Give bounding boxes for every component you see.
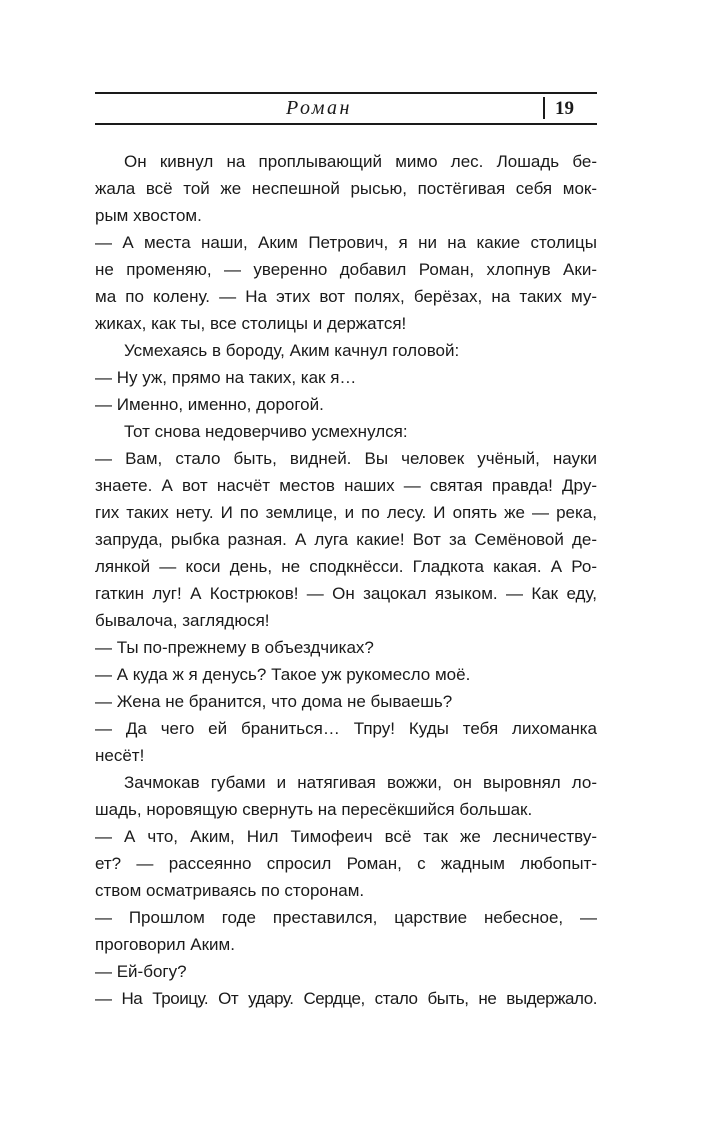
text-line: — Прошлом годе преставился, царствие небесное, — — [95, 908, 597, 927]
running-header-title: Роман — [286, 97, 352, 119]
text-line: жала всё той же неспешной рысью, постёгивая себя мок- — [95, 179, 597, 198]
text-line: — Ей-богу? — [95, 962, 187, 981]
text-line: — А места наши, Аким Петрович, я ни на какие столицы — [95, 233, 597, 252]
text-line: проговорил Аким. — [95, 935, 235, 954]
text-line: — Да чего ей браниться… Тпру! Куды тебя лихоманка — [95, 719, 597, 738]
text-line: — А куда ж я денусь? Такое уж рукомесло моё. — [95, 665, 471, 684]
text-line: — Жена не бранится, что дома не бываешь? — [95, 692, 453, 711]
text-line: лянкой — коси день, не сподкнёсси. Гладкота какая. А Ро- — [95, 557, 597, 576]
text-line: ет? — рассеянно спросил Роман, с жадным любопыт- — [95, 854, 597, 873]
text-line: шадь, норовящую свернуть на пересёкшийся большак. — [95, 800, 533, 819]
text-line: рым хвостом. — [95, 206, 202, 225]
text-line: гаткин луг! А Кострюков! — Он зацокал языком. — Как еду, — [95, 584, 597, 603]
text-line: бывалоча, заглядюся! — [95, 611, 270, 630]
text-line: ством осматриваясь по сторонам. — [95, 881, 365, 900]
text-line: знаете. А вот насчёт местов наших — святая правда! Дру- — [95, 476, 597, 495]
header-divider — [543, 97, 545, 119]
text-line: Он кивнул на проплывающий мимо лес. Лошадь бе- — [124, 152, 597, 171]
text-line: Зачмокав губами и натягивая вожжи, он выровнял ло- — [124, 773, 597, 792]
text-line: несёт! — [95, 746, 145, 765]
text-line: не променяю, — уверенно добавил Роман, хлопнув Аки- — [95, 260, 597, 279]
text-line: — А что, Аким, Нил Тимофеич всё так же лесничеству- — [95, 827, 597, 846]
text-line: жиках, как ты, все столицы и держатся! — [95, 314, 407, 333]
text-line: Усмехаясь в бороду, Аким качнул головой: — [124, 341, 460, 360]
text-line: — На Троицу. От удару. Сердце, стало быть, не выдержало. — [95, 989, 597, 1008]
text-line: — Ты по-прежнему в объездчиках? — [95, 638, 374, 657]
text-line: Тот снова недоверчиво усмехнулся: — [124, 422, 408, 441]
text-line: — Вам, стало быть, видней. Вы человек учёный, науки — [95, 449, 597, 468]
running-header — [95, 92, 597, 125]
page-number: 19 — [555, 98, 574, 119]
text-line: запруда, рыбка разная. А луга какие! Вот за Семёновой де- — [95, 530, 597, 549]
text-line: гих таких нету. И по землице, и по лесу. И опять же — река, — [95, 503, 597, 522]
text-line: ма по колену. — На этих вот полях, берёзах, на таких му- — [95, 287, 597, 306]
text-line: — Ну уж, прямо на таких, как я… — [95, 368, 357, 387]
body-text — [95, 148, 597, 1012]
text-line: — Именно, именно, дорогой. — [95, 395, 324, 414]
